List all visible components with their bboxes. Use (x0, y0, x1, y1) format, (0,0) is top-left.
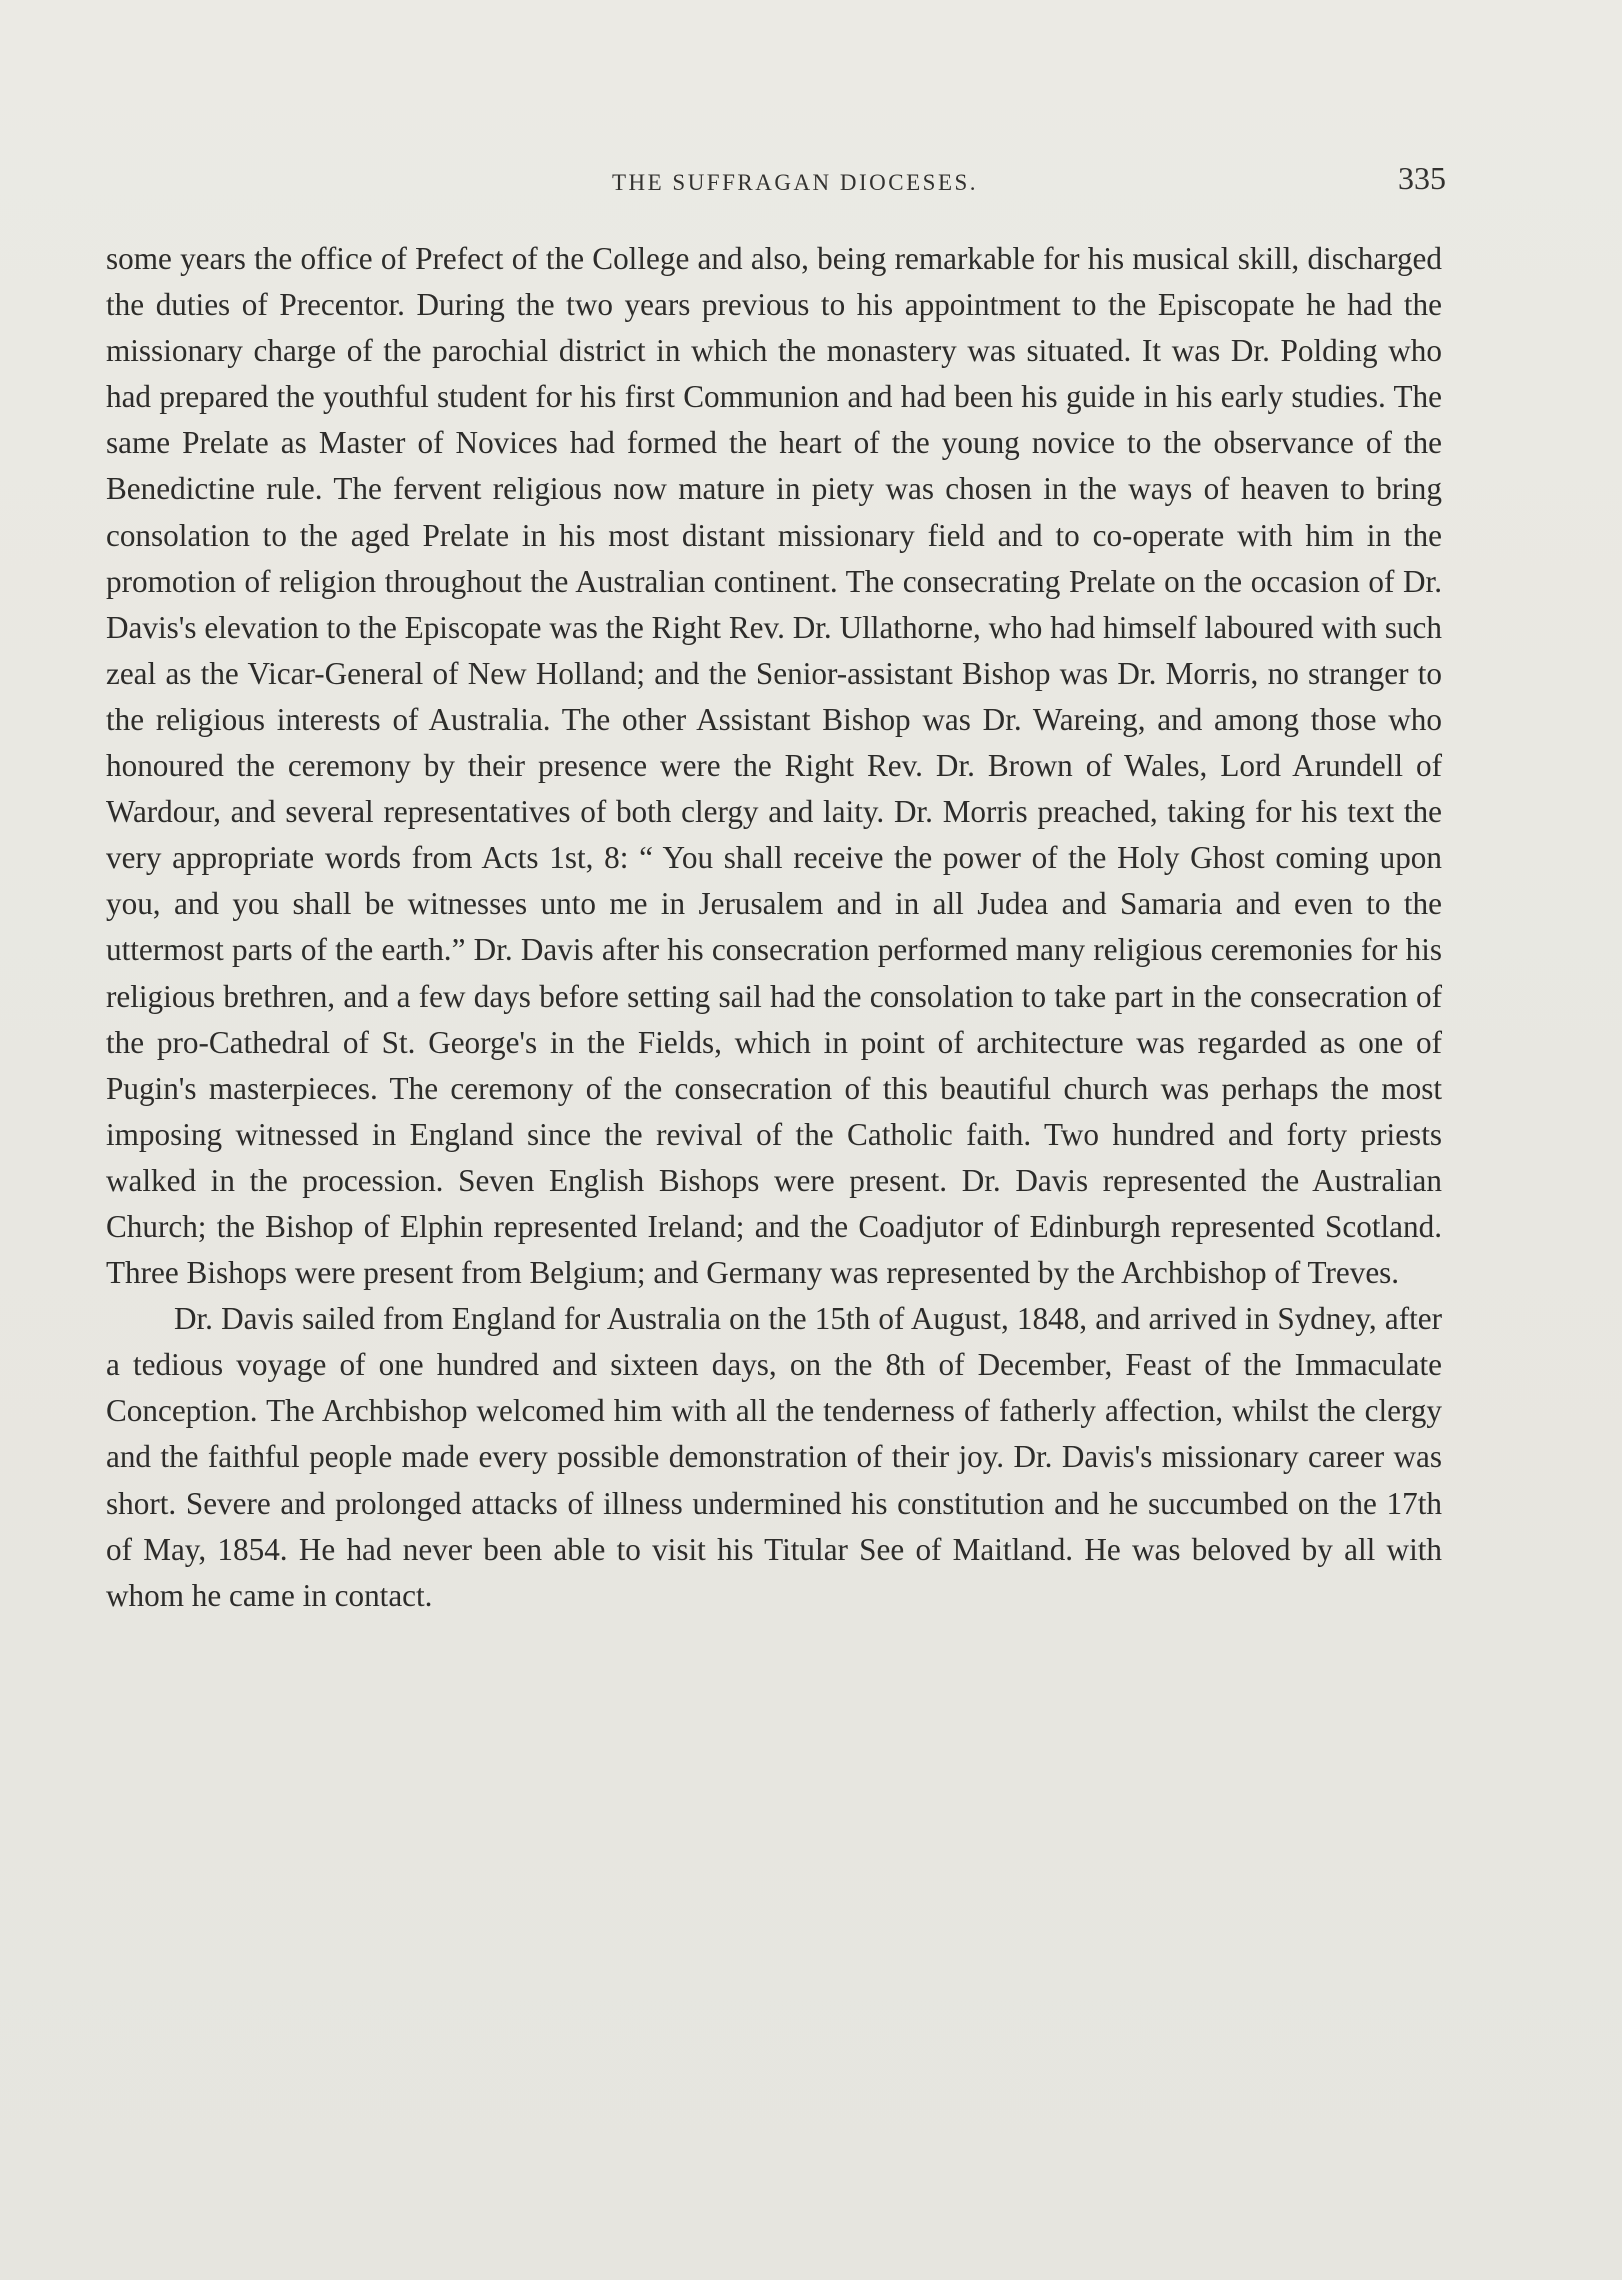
paragraph: Dr. Davis sailed from England for Australia on the 15th of August, 1848, and arrived in Sydney, after a tedious voyage of one hundred and sixteen days, on the 8th of December, Feast of the Immaculate Conception. The Archbishop welcomed him with all the tenderness of fatherly affection, whilst the clergy and the faithful people made every possible demonstration of their joy. Dr. Davis's missionary career was short. Severe and prolonged attacks of illness undermined his constitution and he succumbed on the 17th of May, 1854. He had never been able to visit his Titular See of Maitland. He was beloved by all with whom he came in contact. (106, 1301, 1442, 1613)
paragraph-continued: some years the office of Prefect of the College and also, being remarkable for his musical skill, discharged the duties of Precentor. During the two years previous to his appointment to the Episcopate he had the missionary charge of the parochial district in which the monastery was situated. It was Dr. Polding who had prepared the youthful student for his first Communion and had been his guide in his early studies. The same Prelate as Master of Novices had formed the heart of the young novice to the observance of the Benedictine rule. The fervent religious now mature in piety was chosen in the ways of heaven to bring consolation to the aged Prelate in his most distant missionary field and to co-operate with him in the promotion of religion throughout the Australian continent. The consecrating Prelate on the occasion of Dr. Davis's elevation to the Episcopate was the Right Rev. Dr. Ullathorne, who had himself laboured with such zeal as the Vicar-General of New Holland; and the Senior-assistant Bishop was Dr. Morris, no stranger to the religious interests of Australia. The other Assistant Bishop was Dr. Wareing, and among those who honoured the ceremony by their presence were the Right Rev. Dr. Brown of Wales, Lord Arundell of Wardour, and several representatives of both clergy and laity. Dr. Morris preached, taking for his text the very appropriate words from Acts 1st, 8: “ You shall receive the power of the Holy Ghost coming upon you, and you shall be witnesses unto me in Jerusalem and in all Judea and Samaria and even to the uttermost parts of the earth.” Dr. Davis after his consecration performed many religious ceremonies for his religious brethren, and a few days before setting sail had the consolation to take part in the consecration of the pro-Cathedral of St. George's in the Fields, which in point of architecture was regarded as one of Pugin's masterpieces. The ceremony of the consecration of this beautiful church was perhaps the most imposing witnessed in England since the revival of the Catholic faith. Two hundred and forty priests walked in the procession. Seven English Bishops were present. Dr. Davis represented the Australian Church; the Bishop of Elphin represented Ireland; and the Coadjutor of Edinburgh represented Scotland. Three Bishops were present from Belgium; and Germany was represented by the Archbishop of Treves. (106, 241, 1442, 1291)
body-text (106, 236, 1442, 1619)
page-number: 335 (1398, 160, 1446, 196)
running-head (0, 160, 1622, 200)
running-title: THE SUFFRAGAN DIOCESES. (611, 170, 979, 195)
